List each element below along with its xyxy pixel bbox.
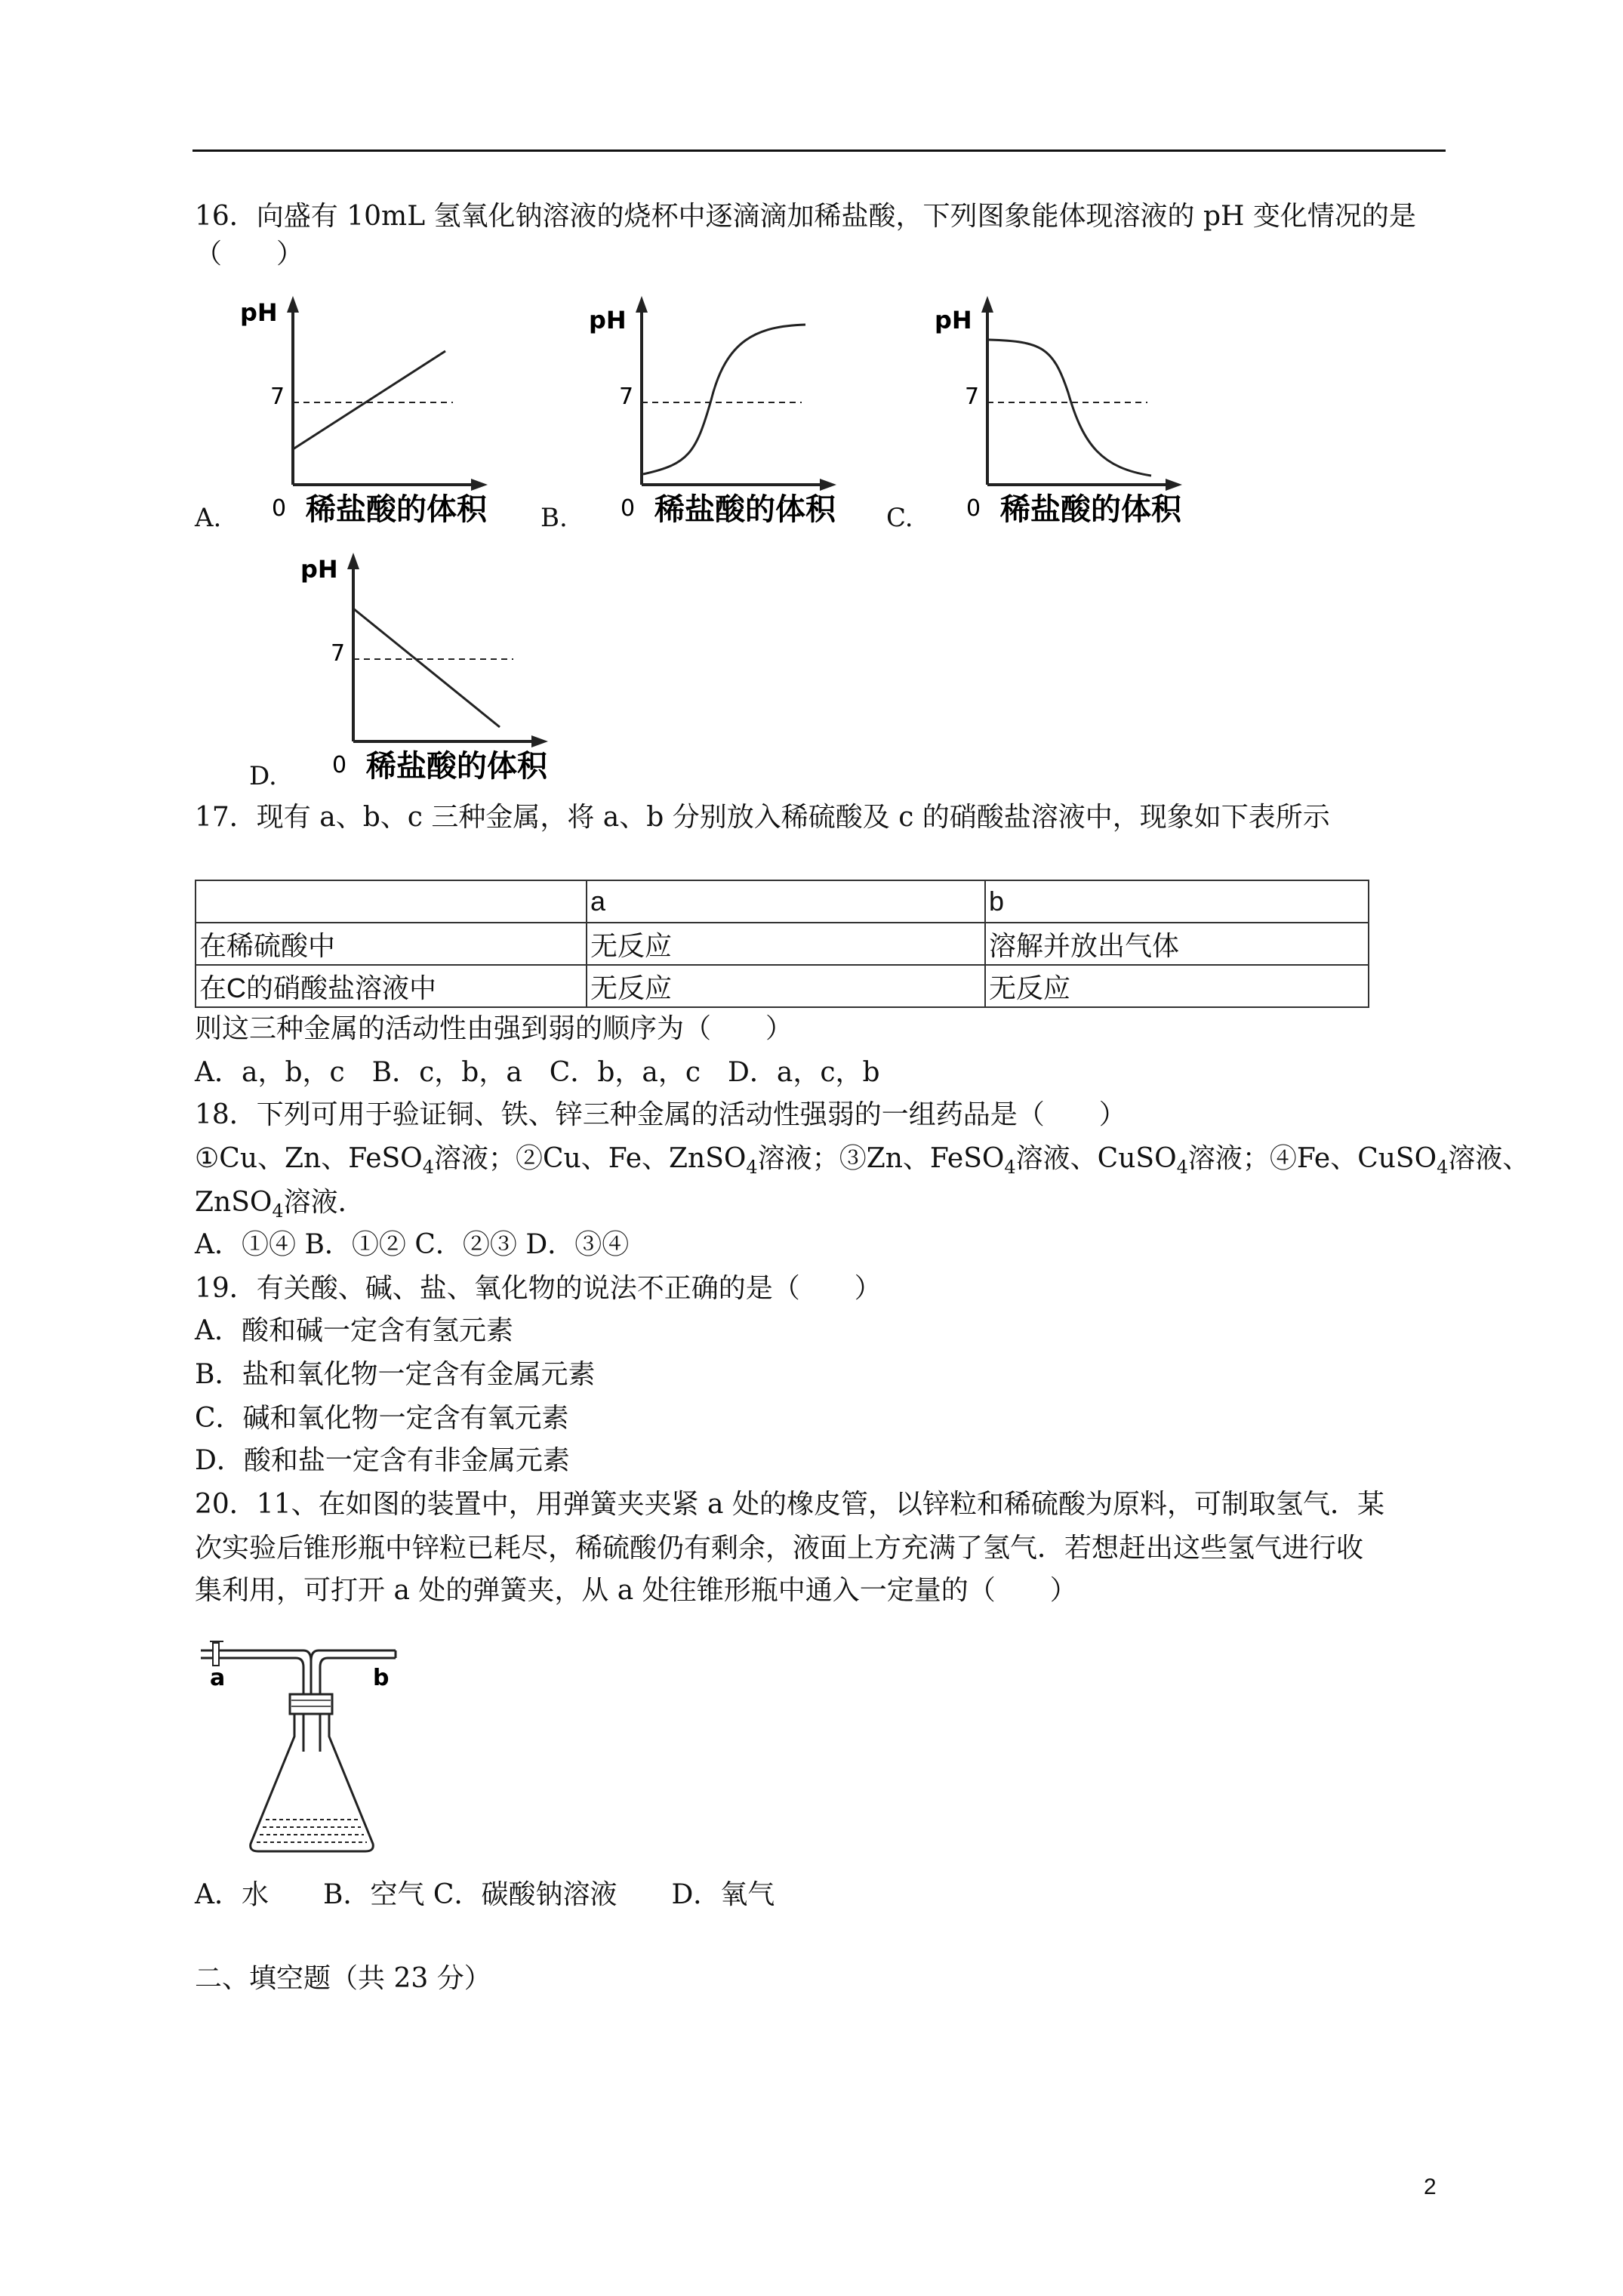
q16-graph-c	[921, 287, 1208, 536]
q16-graph-a	[226, 287, 513, 536]
table-cell: 溶解并放出气体	[985, 923, 1369, 965]
table-cell	[196, 880, 587, 923]
q16-option-d-letter: D.	[249, 761, 277, 791]
graph-a-ylabel: pH	[240, 298, 278, 327]
graph-b-seven: 7	[619, 384, 634, 410]
table-cell: 无反应	[985, 965, 1369, 1007]
q17-stem: 17．现有 a、b、c 三种金属，将 a、b 分别放入稀硫酸及 c 的硝酸盐溶液中，现象如下表所示	[195, 802, 1330, 833]
q17-options: A．a，b，c B．c，b，a C．b，a，c D．a，c，b	[195, 1057, 880, 1088]
graph-b-xlabel: 稀盐酸的体积	[654, 492, 836, 527]
graph-c-ylabel: pH	[935, 306, 972, 334]
q18-reagents-line1: ①Cu、Zn、FeSO$_4$溶液；②Cu、Fe、ZnSO$_4$溶液；③Zn、FeSO$_4$溶液、CuSO$_4$溶液；④Fe、CuSO$_4$溶液、	[195, 1143, 1530, 1179]
graph-b-zero: 0	[621, 495, 636, 522]
table-cell: 无反应	[587, 965, 985, 1007]
section-heading: 二、填空题（共 23 分）	[195, 1963, 491, 1994]
graph-b-ylabel: pH	[589, 306, 627, 334]
graph-d-seven: 7	[331, 640, 346, 667]
header-rule	[192, 149, 1446, 152]
q16-graph-d	[287, 544, 574, 793]
page-number: 2	[1424, 2174, 1437, 2199]
table-row	[196, 923, 1369, 965]
table-cell: b	[985, 880, 1369, 923]
table-cell: 在C的硝酸盐溶液中	[196, 965, 587, 1007]
q19-option-d: D．酸和盐一定含有非金属元素	[195, 1445, 570, 1476]
graph-a-zero: 0	[272, 495, 287, 522]
graph-c-seven: 7	[965, 384, 980, 410]
label-b: b	[373, 1665, 390, 1691]
label-a: a	[210, 1665, 226, 1691]
q19-option-a: A．酸和碱一定含有氢元素	[195, 1315, 513, 1346]
q20-line1: 20．11、在如图的装置中，用弹簧夹夹紧 a 处的橡皮管，以锌粒和稀硫酸为原料，可制取氢气．某	[195, 1489, 1384, 1520]
graph-d-ylabel: pH	[300, 555, 338, 584]
graph-a-seven: 7	[270, 384, 285, 410]
q20-line2: 次实验后锥形瓶中锌粒已耗尽，稀硫酸仍有剩余，液面上方充满了氢气．若想赶出这些氢气进行收	[195, 1533, 1364, 1564]
q17-table-header	[196, 880, 1369, 923]
graph-c-xlabel: 稀盐酸的体积	[1000, 492, 1181, 527]
graph-d-zero: 0	[332, 752, 347, 778]
graph-a-xlabel: 稀盐酸的体积	[306, 492, 487, 527]
table-cell: a	[587, 880, 985, 923]
q19-stem: 19．有关酸、碱、盐、氧化物的说法不正确的是（ ）	[195, 1273, 882, 1304]
q18-reagents-line2: ZnSO$_4$溶液．	[195, 1187, 365, 1222]
q20-options: A．水 B．空气 C．碳酸钠溶液 D．氧气	[195, 1879, 775, 1910]
q17-table	[195, 880, 1369, 1008]
q18-options: A．①④ B．①② C．②③ D．③④	[195, 1229, 630, 1260]
table-row	[196, 965, 1369, 1007]
q17-question: 则这三种金属的活动性由强到弱的顺序为（ ）	[195, 1013, 793, 1044]
q16-option-c-letter: C.	[886, 503, 913, 533]
q19-option-b: B．盐和氧化物一定含有金属元素	[195, 1359, 596, 1390]
q19-option-c: C．碱和氧化物一定含有氧元素	[195, 1403, 569, 1434]
q16-option-b-letter: B.	[540, 503, 568, 533]
table-cell: 无反应	[587, 923, 985, 965]
q20-flask-diagram	[198, 1631, 409, 1857]
table-cell: 在稀硫酸中	[196, 923, 587, 965]
q16-graph-b	[575, 287, 862, 536]
graph-d-xlabel: 稀盐酸的体积	[366, 749, 547, 784]
q16-option-a-letter: A.	[195, 503, 222, 533]
q16-stem-line2: （ ）	[195, 239, 304, 270]
q20-line3: 集利用，可打开 a 处的弹簧夹，从 a 处往锥形瓶中通入一定量的（ ）	[195, 1575, 1077, 1606]
q18-stem: 18．下列可用于验证铜、铁、锌三种金属的活动性强弱的一组药品是（ ）	[195, 1099, 1126, 1130]
graph-c-zero: 0	[966, 495, 981, 522]
q16-stem-line1: 16．向盛有 10mL 氢氧化钠溶液的烧杯中逐滴滴加稀盐酸，下列图象能体现溶液的 pH 变化情况的是	[195, 201, 1416, 232]
